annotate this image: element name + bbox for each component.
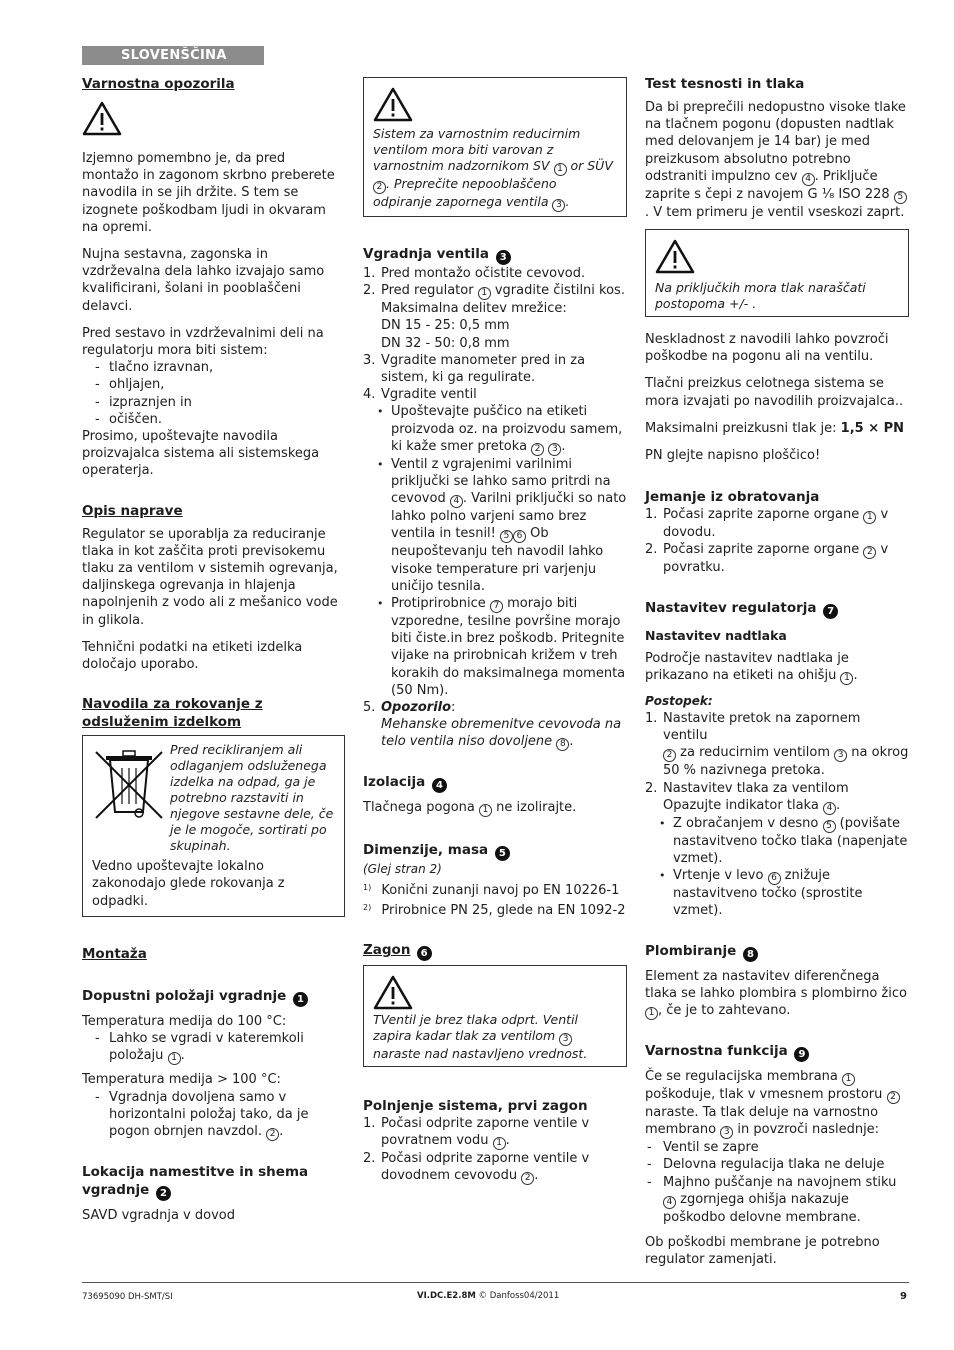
step-text: DN 32 - 50: 0,8 mm xyxy=(381,335,510,351)
disposal-normal-text: Vedno upoštevajte lokalno zakonodajo glede rokovanja z odpadki. xyxy=(92,859,285,909)
warning-box xyxy=(363,77,627,217)
bullet-text: morajo biti vzporedne, tesilne površine morajo biti čiste.in brez poškodb. Pritegnite vijake na prirobnicah križem v treh korakih do maksimalnega momenta (50 Nm). xyxy=(391,596,626,698)
description-paragraph-1: Regulator se uporablja za reduciranje tlaka in kot zaščita proti previsokemu tlaku za ventilom v sistemih ogrevanja, daljinskega ogrevanja in hlajenja napolnjenih z vodo ali z mešanico vode in glikola. xyxy=(82,526,338,628)
dimensions-note-2: $^{2)}$ Prirobnice PN 25, glede na EN 1092-2 xyxy=(363,902,626,918)
start-warning-text: TVentil je brez tlaka odprt. Ventil zapira kadar tlak za ventilom 3 naraste nad nastavljeno vrednost. xyxy=(373,1012,588,1062)
step-text: v povratku. xyxy=(663,542,889,576)
sf-text: Če se regulacijska membrana xyxy=(645,1069,838,1085)
leak-text: Maksimalni preizkusni tlak je: xyxy=(645,420,837,436)
note-text: Konični zunanji navoj po EN 10226-1 xyxy=(381,882,620,898)
sealing-title-text: Plombiranje xyxy=(645,942,737,959)
list-item: 5. Opozorilo: Mehanske obremenitve cevovoda na telo ventila niso dovoljene 8 . xyxy=(363,700,622,750)
page-footer xyxy=(82,1282,909,1302)
install-title-text: Vgradnja ventila xyxy=(363,246,489,262)
list-item: • Z obračanjem v desno 5 (povišate nastavitveno točko tlaka (napenjate vzmet). xyxy=(645,815,909,867)
temp1-list xyxy=(82,1030,345,1065)
warning-text-2: or SÜV xyxy=(570,158,613,173)
sf-text: naraste. Ta tlak deluje na varnostno membrano xyxy=(645,1105,879,1138)
safety-paragraph-4: Prosimo, upoštevajte navodila proizvajalca sistema ali sistemskega operaterja. xyxy=(82,429,320,479)
safety-paragraph-3: Pred sestavo in vzdrževalnimi deli na regulatorju mora biti sistem: xyxy=(82,325,324,359)
step-text: Počasi zaprite zaporne organe xyxy=(663,542,860,558)
figure-badge: 6 xyxy=(417,946,432,961)
sealing-text-2: , če je to zahtevano. xyxy=(658,1003,791,1019)
leak-paragraph-4 xyxy=(645,420,909,437)
start-warning-text-2: naraste nad nastavljeno vrednost. xyxy=(373,1046,588,1062)
leak-text: . Priključe zaprite s čepi z navojem G ¹⁄₈ ISO 228 xyxy=(645,168,890,202)
figure-badge: 5 xyxy=(495,846,510,861)
safety-paragraph-1: Izjemno pomembno je, da pred montažo in zagonom skrbno preberete navodila in se jih držite. S tem se izognete poškodbam ljudi in okvaram na opremi. xyxy=(82,151,335,235)
list-item: - očiščen. xyxy=(82,411,345,428)
install-step-5 xyxy=(363,699,627,751)
step-text: za reducirnim ventilom xyxy=(680,745,831,761)
leak-warning-text: Na priključkih mora tlak naraščati postopoma +/- . xyxy=(655,280,866,312)
warning-icon xyxy=(655,238,695,274)
step-text: Vgradite ventil xyxy=(381,387,477,403)
disposal-box xyxy=(82,735,345,917)
positions-title xyxy=(82,987,345,1007)
safety-title: Varnostna opozorila xyxy=(82,76,235,92)
list-item: 2. Počasi zaprite zaporne organe 2 v povratku. xyxy=(645,542,889,576)
start-warning-box xyxy=(363,965,627,1067)
montaza-title: Montaža xyxy=(82,945,147,962)
leak-text: Da bi preprečili nedopustno visoke tlake na tlačnem pogonu (dopusten nadtlak med delovanjem je 14 bar) je med preizkusom absolutno potrebno odstraniti impulzno cev xyxy=(645,100,906,184)
safety-function-list xyxy=(645,1139,909,1226)
list-item: - izpraznjen in xyxy=(82,394,345,411)
description-title: Opis naprave xyxy=(82,502,183,519)
language-label: SLOVENŠČINA xyxy=(82,46,264,65)
temp2-item-text: Vgradnja dovoljena samo v horizontalni položaj tako, da je pogon obrnjen navzdol. xyxy=(109,1089,309,1139)
warning-text-3: . Preprečite nepooblaščeno odpiranje zapornega ventila xyxy=(373,176,557,209)
list-item xyxy=(645,1139,909,1156)
step5-label: Opozorilo xyxy=(381,700,452,716)
list-item: 1. Pred montažo očistite cevovod. xyxy=(363,266,586,281)
list-item: • Protiprirobnice 7 morajo biti vzporedne, tesilne površine morajo biti čiste.in brez poškodb. Pritegnite vijake na prirobnicah križem v treh korakih do maksimalnega momenta (50 Nm). xyxy=(363,595,627,699)
temp2-list xyxy=(82,1089,345,1141)
step-text: v dovodu. xyxy=(663,507,889,541)
start-title xyxy=(363,941,410,959)
document-code: 73695090 DH-SMT/SI xyxy=(82,1292,173,1302)
safety-function-title xyxy=(645,1042,909,1062)
figure-badge: 4 xyxy=(432,778,447,793)
sealing-text-1: Element za nastavitev diferenčnega tlaka se lahko plombira s plombirno žico xyxy=(645,968,907,1001)
figure-badge: 3 xyxy=(496,250,511,265)
bullet-text: Ventil z vgrajenimi varilnimi priključki se lahko samo pritrdi na cevovod xyxy=(391,456,611,507)
insulation-text-1: Tlačnega pogona xyxy=(363,800,475,816)
footer-code: VI.DC.E2.8M xyxy=(417,1291,476,1301)
shutdown-title: Jemanje iz obratovanja xyxy=(645,489,820,506)
list-item: - ohljajen, xyxy=(82,376,345,393)
ref-number: 2 xyxy=(266,1128,279,1141)
location-title-text: Lokacija namestitve in shema vgradnje xyxy=(82,1163,309,1198)
procedure-steps xyxy=(645,710,909,815)
dimensions-title xyxy=(363,841,627,861)
insulation-text: Tlačnega pogona 1 ne izolirajte. xyxy=(363,800,577,816)
figure-badge: 8 xyxy=(743,947,758,962)
leak-paragraph-3: Tlačni preizkus celotnega sistema se mora izvajati po navodilih proizvajalca.. xyxy=(645,376,904,409)
sf-text: in povzroči naslednje: xyxy=(737,1122,880,1138)
column-1 xyxy=(82,75,345,1224)
setting-title-text: Nastavitev regulatorja xyxy=(645,599,817,616)
sf-item: Majhno puščanje na navojnem stiku xyxy=(663,1174,897,1190)
bullet-text: Upoštevajte puščico na etiketi proizvoda oz. na proizvodu samem, ki kaže smer pretoka xyxy=(391,404,623,454)
setting-text: Področje nastavitev nadtlaka je prikazano na etiketi na ohišju xyxy=(645,650,849,683)
column-2 xyxy=(363,77,627,1185)
dimensions-subtitle: (Glej stran 2) xyxy=(363,862,442,877)
list-item: 1. Počasi zaprite zaporne organe 1 v dovodu. xyxy=(645,507,889,541)
leak-warning-box xyxy=(645,229,909,317)
procedure-bullets xyxy=(645,815,909,920)
sf-item: Ventil se zapre xyxy=(663,1140,759,1156)
figure-badge: 1 xyxy=(293,992,308,1007)
dimensions-note-1: $^{1)}$ Konični zunanji navoj po EN 10226-1 xyxy=(363,882,620,898)
list-item: 4. Vgradite ventil xyxy=(363,387,477,403)
step-text: Nastavitev tlaka za ventilom Opazujte indikator tlaka xyxy=(663,780,849,813)
safety-function-title-text: Varnostna funkcija xyxy=(645,1043,788,1060)
bullet-text: Vrtenje v levo xyxy=(673,868,764,884)
warning-text: Sistem za varnostnim reducirnim ventilom mora biti varovan z varnostnim nadzornikom SV 1 or SÜV 2 . Preprečite nepooblaščeno odpiranje zapornega ventila 3 . xyxy=(373,126,613,210)
list-item: • Upoštevajte puščico na etiketi proizvoda oz. na proizvodu samem, ki kaže smer pretoka 2 3 . xyxy=(363,403,627,455)
setting-paragraph: Področje nastavitev nadtlaka je prikazano na etiketi na ohišju 1 . xyxy=(645,650,858,683)
leak-text: . V tem primeru je ventil vseskozi zaprt. xyxy=(645,204,905,220)
bullet-text: Z obračanjem v desno xyxy=(673,815,819,831)
step-text: Počasi odprite zaporne ventile v dovodnem cevovodu xyxy=(381,1151,590,1184)
temp1-label: Temperatura medija do 100 °C: xyxy=(82,1013,287,1029)
list-item: 2. Počasi odprite zaporne ventile v dovodnem cevovodu 2 . xyxy=(363,1151,590,1184)
start-warning-text-1: TVentil je brez tlaka odprt. Ventil zapira kadar tlak za ventilom xyxy=(373,1012,579,1044)
leak-paragraph-2: Neskladnost z navodili lahko povzroči poškodbe na pogonu ali na ventilu. xyxy=(645,332,889,365)
step-text: Vgradite manometer pred in za sistem, ki ga regulirate. xyxy=(381,352,586,386)
warning-icon xyxy=(373,86,413,122)
note-text: Prirobnice PN 25, glede na EN 1092-2 xyxy=(381,902,626,918)
list-item: 3. Vgradite manometer pred in za sistem, ki ga regulirate. xyxy=(363,352,586,386)
safety-function-paragraph-2: Ob poškodbi membrane je potrebno regulator zamenjati. xyxy=(645,1235,880,1268)
sf-text: poškoduje, tlak v vmesnem prostoru xyxy=(645,1087,883,1103)
leak-paragraph-1: Da bi preprečili nedopustno visoke tlake na tlačnem pogonu (dopusten nadtlak med delovanjem je 14 bar) je med preizkusom absolutno potrebno odstraniti impulzno cev 4 . Priključe zaprite s čepi z navojem G ¹⁄₈ ISO 228 5. V tem primeru je ventil vseskozi zaprt. xyxy=(645,100,906,220)
positions-title-text: Dopustni položaji vgradnje xyxy=(82,987,287,1004)
leak-test-title: Test tesnosti in tlaka xyxy=(645,76,805,92)
sealing-title xyxy=(645,942,909,962)
location-title xyxy=(82,1163,345,1201)
description-paragraph-2: Tehnični podatki na etiketi izdelka določajo uporabo. xyxy=(82,639,303,673)
footer-center xyxy=(417,1288,559,1305)
sealing-text: Element za nastavitev diferenčnega tlaka se lahko plombira s plombirno žico 1 , če je to zahtevano. xyxy=(645,968,907,1019)
list-item: • Ventil z vgrajenimi varilnimi priključki se lahko samo pritrdi na cevovod 4 . Varilni priključki so nato lahko polno varjeni samo brez ventila in tesnil! 5 6 Ob neupoštevanju teh navodil lahko visoke temperature pri varjenju uničijo tesnila. xyxy=(363,456,627,595)
bullet-text: Ob neupoštevanju teh navodil lahko visoke temperature pri varjenju uničijo tesnila. xyxy=(391,526,604,594)
step-text: Nastavite pretok na zapornem ventilu xyxy=(663,711,861,744)
step-text: DN 15 - 25: 0,5 mm xyxy=(381,318,510,334)
location-text: SAVD vgradnja v dovod xyxy=(82,1207,235,1223)
procedure-label: Postopek: xyxy=(645,693,713,708)
step5-text: Mehanske obremenitve cevovoda na telo ventila niso dovoljene xyxy=(381,717,622,750)
install-steps xyxy=(363,265,627,403)
list-item: 1. Počasi odprite zaporne ventile v povratnem vodu 1 . xyxy=(363,1116,590,1149)
bullet-text: . Varilni priključki so nato lahko polno varjeni samo brez ventila in tesnil! xyxy=(391,491,627,542)
step-text: Pred montažo očistite cevovod. xyxy=(381,266,586,281)
bullet-text: (povišate nastavitveno točko tlaka (napenjate vzmet). xyxy=(673,815,908,867)
sf-item: Delovna regulacija tlaka ne deluje xyxy=(663,1157,885,1173)
temp1-item-text: Lahko se vgradi v kateremkoli položaju xyxy=(109,1031,304,1064)
step-text: vgradite čistilni kos. Maksimalna delitev mrežice: xyxy=(381,283,625,317)
list-item: - tlačno izravnan, xyxy=(82,359,345,376)
list-item xyxy=(645,1156,909,1173)
disposal-italic-text: Pred recikliranjem ali odlaganjem odsluženega izdelka na odpad, ga je potrebno razstaviti in njegove sestavne dele, če je le mogoče, sortirati po skupinah. xyxy=(170,742,334,854)
figure-badge: 7 xyxy=(823,604,838,619)
recycle-bin-crossed-icon xyxy=(92,742,168,832)
safety-paragraph-2: Nujna sestavna, zagonska in vzdrževalna dela lahko izvajajo samo kvalificirani, šolani in pooblaščeni delavci. xyxy=(82,247,325,314)
install-bullets xyxy=(363,403,627,699)
list-item: - Majhno puščanje na navojnem stiku 4 zgornjega ohišja nakazuje poškodbo delovne membrane. xyxy=(645,1174,909,1226)
insulation-text-2: ne izolirajte. xyxy=(496,800,577,816)
figure-badge: 9 xyxy=(794,1047,809,1062)
setting-title xyxy=(645,599,909,619)
list-item: 2. Nastavitev tlaka za ventilom Opazujte indikator tlaka 4 . xyxy=(645,780,849,813)
list-item: - Vgradnja dovoljena samo v horizontalni položaj tako, da je pogon obrnjen navzdol. 2 . xyxy=(82,1089,345,1141)
disposal-title: Navodila za rokovanje z odsluženim izdelkom xyxy=(82,696,263,731)
safety-list xyxy=(82,359,345,428)
shutdown-steps xyxy=(645,506,909,576)
insulation-title-text: Izolacija xyxy=(363,774,426,791)
warning-icon xyxy=(82,100,122,136)
dimensions-title-text: Dimenzije, masa xyxy=(363,842,489,859)
footer-copyright: © Danfoss04/2011 xyxy=(478,1291,560,1301)
fill-steps xyxy=(363,1115,627,1185)
insulation-title xyxy=(363,773,627,793)
ref-number: 1 xyxy=(168,1052,181,1065)
step-text: Počasi odprite zaporne ventile v povratnem vodu xyxy=(381,1116,590,1149)
leak-paragraph-5: PN glejte napisno ploščico! xyxy=(645,448,821,464)
setting-subtitle: Nastavitev nadtlaka xyxy=(645,627,787,643)
bullet-text: znižuje nastavitveno točko (sprostite vzmet). xyxy=(673,868,863,919)
fill-title: Polnjenje sistema, prvi zagon xyxy=(363,1098,588,1115)
sf-item: zgornjega ohišja nakazuje poškodbo delovne membrane. xyxy=(663,1191,861,1225)
step-text: Pred regulator xyxy=(381,283,474,299)
figure-badge: 2 xyxy=(156,1186,171,1201)
max-pressure-value: 1,5 × PN xyxy=(840,420,905,436)
step-text: na okrog 50 % nazivnega pretoka. xyxy=(663,745,909,779)
column-3 xyxy=(645,75,909,1269)
page-number: 9 xyxy=(900,1291,907,1302)
step-text: Počasi zaprite zaporne organe xyxy=(663,507,860,523)
warning-icon xyxy=(373,974,413,1010)
list-item: • Vrtenje v levo 6 znižuje nastavitveno točko (sprostite vzmet). xyxy=(645,867,909,919)
list-item: - Lahko se vgradi v kateremkoli položaju 1 . xyxy=(82,1030,345,1065)
bullet-text: Protiprirobnice xyxy=(391,596,486,612)
start-title-text: Zagon xyxy=(363,942,411,959)
list-item: 2. Pred regulator 1 vgradite čistilni kos. Maksimalna delitev mrežice: DN 15 - 25: 0,5 mm DN 32 - 50: 0,8 mm xyxy=(363,283,625,351)
temp2-label: Temperatura medija > 100 °C: xyxy=(82,1072,281,1088)
list-item: 1. Nastavite pretok na zapornem ventilu 2 za reducirnim ventilom 3 na okrog 50 % nazivnega pretoka. xyxy=(645,711,909,779)
safety-function-paragraph: Če se regulacijska membrana 1 poškoduje, tlak v vmesnem prostoru 2 naraste. Ta tlak deluje na varnostno membrano 3 in povzroči naslednje: xyxy=(645,1068,909,1139)
install-title xyxy=(363,245,627,265)
warning-text-1: Sistem za varnostnim reducirnim ventilom mora biti varovan z varnostnim nadzornikom SV xyxy=(373,126,581,173)
